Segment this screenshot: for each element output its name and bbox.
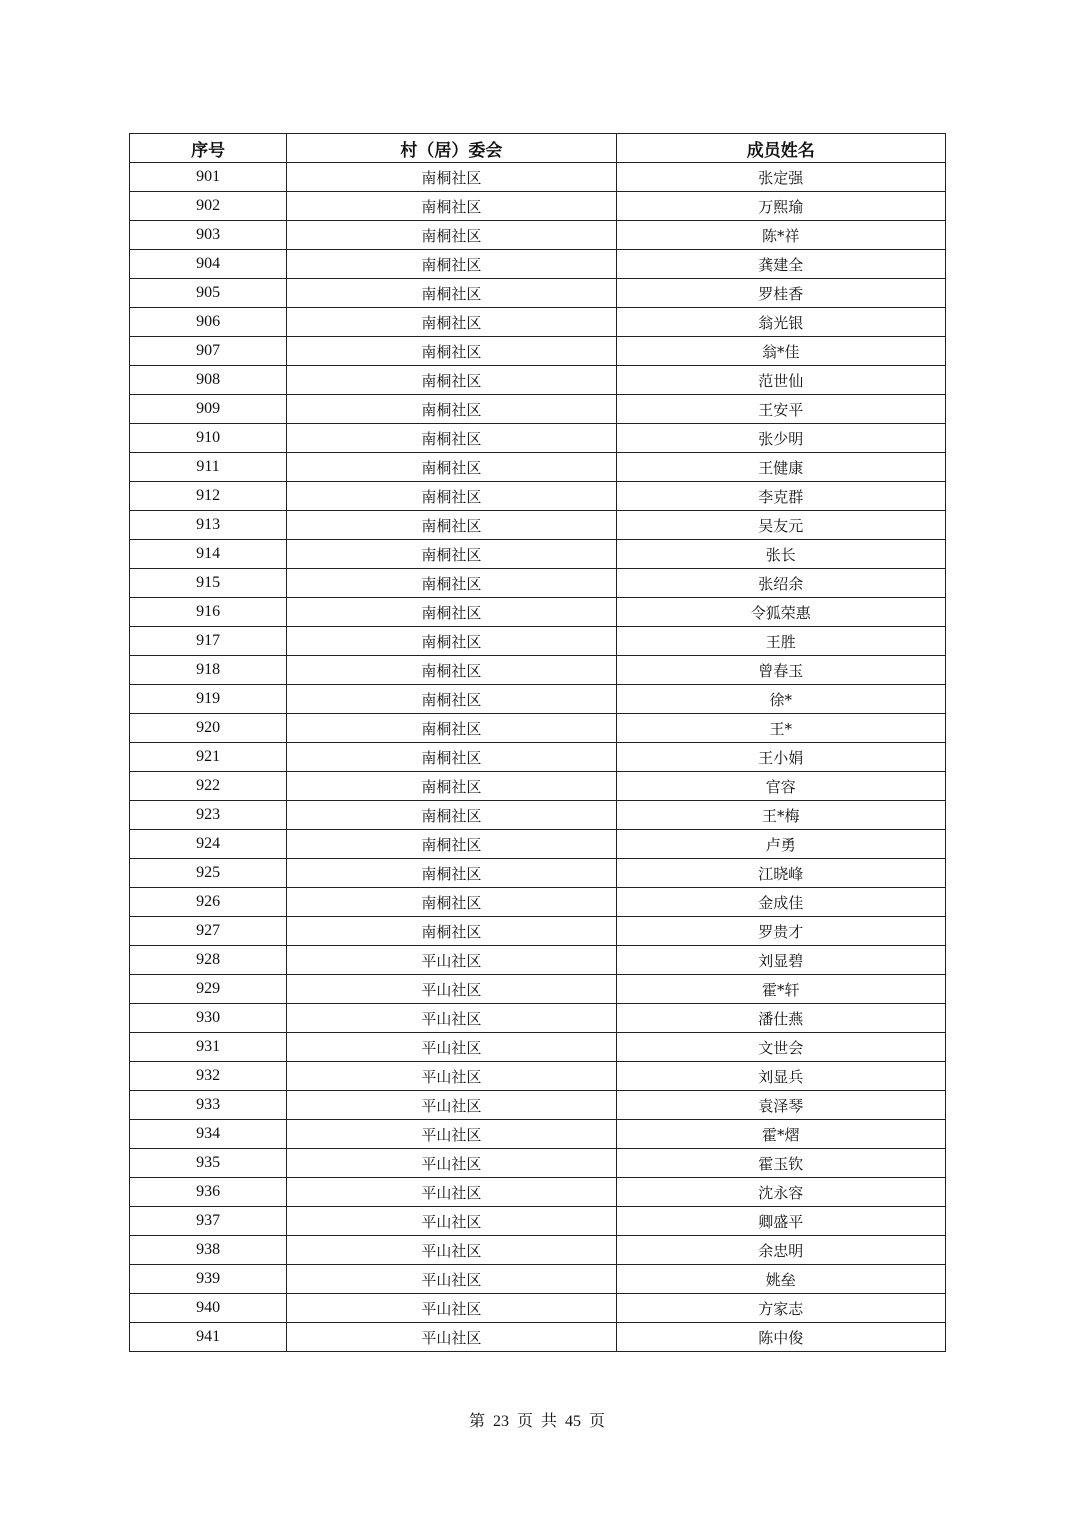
cell-committee: 南桐社区 [287, 859, 616, 888]
cell-member-name: 金成佳 [616, 888, 945, 917]
cell-committee: 平山社区 [287, 975, 616, 1004]
cell-committee: 南桐社区 [287, 656, 616, 685]
cell-member-name: 翁*佳 [616, 337, 945, 366]
cell-committee: 南桐社区 [287, 250, 616, 279]
cell-committee: 南桐社区 [287, 308, 616, 337]
table-row [130, 221, 946, 250]
cell-member-name: 王小娟 [616, 743, 945, 772]
cell-member-name: 官容 [616, 772, 945, 801]
table-row [130, 453, 946, 482]
table-row [130, 772, 946, 801]
table-row [130, 279, 946, 308]
cell-committee: 南桐社区 [287, 221, 616, 250]
cell-index: 905 [130, 279, 287, 308]
cell-member-name: 方家志 [616, 1294, 945, 1323]
cell-committee: 平山社区 [287, 1120, 616, 1149]
cell-committee: 南桐社区 [287, 366, 616, 395]
cell-member-name: 卢勇 [616, 830, 945, 859]
cell-committee: 南桐社区 [287, 453, 616, 482]
table-row [130, 192, 946, 221]
cell-member-name: 张绍余 [616, 569, 945, 598]
cell-committee: 南桐社区 [287, 279, 616, 308]
table-row [130, 424, 946, 453]
table-row [130, 337, 946, 366]
cell-member-name: 姚垒 [616, 1265, 945, 1294]
cell-index: 923 [130, 801, 287, 830]
table-body [130, 163, 946, 1352]
cell-member-name: 曾春玉 [616, 656, 945, 685]
cell-index: 908 [130, 366, 287, 395]
cell-index: 903 [130, 221, 287, 250]
table-row [130, 975, 946, 1004]
cell-committee: 南桐社区 [287, 540, 616, 569]
cell-index: 920 [130, 714, 287, 743]
cell-index: 933 [130, 1091, 287, 1120]
cell-index: 913 [130, 511, 287, 540]
cell-committee: 南桐社区 [287, 337, 616, 366]
cell-committee: 南桐社区 [287, 772, 616, 801]
cell-member-name: 翁光银 [616, 308, 945, 337]
cell-index: 925 [130, 859, 287, 888]
cell-index: 928 [130, 946, 287, 975]
table-row [130, 163, 946, 192]
cell-index: 921 [130, 743, 287, 772]
cell-member-name: 余忠明 [616, 1236, 945, 1265]
cell-index: 902 [130, 192, 287, 221]
cell-committee: 南桐社区 [287, 917, 616, 946]
cell-member-name: 万熙瑜 [616, 192, 945, 221]
cell-committee: 平山社区 [287, 1236, 616, 1265]
table-row [130, 511, 946, 540]
cell-committee: 南桐社区 [287, 888, 616, 917]
cell-index: 912 [130, 482, 287, 511]
cell-index: 934 [130, 1120, 287, 1149]
cell-index: 929 [130, 975, 287, 1004]
table-row [130, 598, 946, 627]
cell-committee: 平山社区 [287, 1207, 616, 1236]
cell-member-name: 潘仕燕 [616, 1004, 945, 1033]
cell-member-name: 沈永容 [616, 1178, 945, 1207]
cell-committee: 南桐社区 [287, 627, 616, 656]
cell-index: 906 [130, 308, 287, 337]
table-row [130, 1207, 946, 1236]
cell-index: 936 [130, 1178, 287, 1207]
cell-member-name: 王胜 [616, 627, 945, 656]
cell-member-name: 陈*祥 [616, 221, 945, 250]
table-row [130, 946, 946, 975]
table-row [130, 1323, 946, 1352]
cell-index: 939 [130, 1265, 287, 1294]
cell-index: 901 [130, 163, 287, 192]
table-row [130, 888, 946, 917]
cell-member-name: 霍*轩 [616, 975, 945, 1004]
table-row [130, 1062, 946, 1091]
table-row [130, 250, 946, 279]
cell-committee: 平山社区 [287, 1062, 616, 1091]
cell-member-name: 罗贵才 [616, 917, 945, 946]
table-row [130, 569, 946, 598]
table-row [130, 1178, 946, 1207]
cell-committee: 平山社区 [287, 1178, 616, 1207]
cell-committee: 南桐社区 [287, 598, 616, 627]
cell-index: 909 [130, 395, 287, 424]
cell-index: 931 [130, 1033, 287, 1062]
cell-member-name: 徐* [616, 685, 945, 714]
cell-member-name: 龚建全 [616, 250, 945, 279]
page-footer [0, 1408, 1074, 1431]
cell-member-name: 卿盛平 [616, 1207, 945, 1236]
cell-index: 924 [130, 830, 287, 859]
table-row [130, 482, 946, 511]
cell-member-name: 张少明 [616, 424, 945, 453]
cell-index: 910 [130, 424, 287, 453]
cell-committee: 南桐社区 [287, 801, 616, 830]
cell-committee: 南桐社区 [287, 395, 616, 424]
cell-member-name: 袁泽琴 [616, 1091, 945, 1120]
cell-index: 940 [130, 1294, 287, 1323]
table-row [130, 685, 946, 714]
cell-committee: 平山社区 [287, 1294, 616, 1323]
header-committee: 村（居）委会 [287, 134, 616, 163]
table-row [130, 1294, 946, 1323]
cell-member-name: 张定强 [616, 163, 945, 192]
table-row [130, 308, 946, 337]
table-row [130, 395, 946, 424]
cell-index: 941 [130, 1323, 287, 1352]
cell-index: 907 [130, 337, 287, 366]
table-row [130, 830, 946, 859]
cell-index: 932 [130, 1062, 287, 1091]
table-row [130, 366, 946, 395]
table-row [130, 917, 946, 946]
cell-index: 937 [130, 1207, 287, 1236]
table-row [130, 540, 946, 569]
footer-prefix: 第 [468, 1413, 485, 1430]
cell-member-name: 霍*熠 [616, 1120, 945, 1149]
table-row [130, 1004, 946, 1033]
header-index: 序号 [130, 134, 287, 163]
cell-member-name: 陈中俊 [616, 1323, 945, 1352]
cell-member-name: 文世会 [616, 1033, 945, 1062]
cell-committee: 南桐社区 [287, 482, 616, 511]
member-table [129, 133, 946, 1352]
cell-committee: 南桐社区 [287, 714, 616, 743]
table-row [130, 714, 946, 743]
table-row [130, 1236, 946, 1265]
cell-member-name: 江晓峰 [616, 859, 945, 888]
cell-committee: 平山社区 [287, 1323, 616, 1352]
table-row [130, 1091, 946, 1120]
table-row [130, 656, 946, 685]
table-row [130, 627, 946, 656]
cell-committee: 南桐社区 [287, 830, 616, 859]
cell-member-name: 李克群 [616, 482, 945, 511]
cell-committee: 南桐社区 [287, 685, 616, 714]
cell-index: 927 [130, 917, 287, 946]
cell-index: 935 [130, 1149, 287, 1178]
footer-page-unit: 页 [516, 1413, 533, 1430]
cell-committee: 南桐社区 [287, 743, 616, 772]
cell-member-name: 王*梅 [616, 801, 945, 830]
cell-index: 919 [130, 685, 287, 714]
cell-index: 916 [130, 598, 287, 627]
cell-committee: 平山社区 [287, 1149, 616, 1178]
cell-index: 926 [130, 888, 287, 917]
cell-index: 914 [130, 540, 287, 569]
cell-index: 917 [130, 627, 287, 656]
cell-committee: 南桐社区 [287, 424, 616, 453]
cell-member-name: 刘显兵 [616, 1062, 945, 1091]
cell-index: 938 [130, 1236, 287, 1265]
cell-committee: 平山社区 [287, 1091, 616, 1120]
table-row [130, 801, 946, 830]
footer-total-pages: 45 [565, 1413, 582, 1430]
table-row [130, 1033, 946, 1062]
cell-committee: 南桐社区 [287, 163, 616, 192]
table-header-row [130, 134, 946, 163]
footer-page-number: 23 [492, 1413, 509, 1430]
cell-member-name: 王健康 [616, 453, 945, 482]
cell-index: 915 [130, 569, 287, 598]
cell-member-name: 张长 [616, 540, 945, 569]
cell-member-name: 罗桂香 [616, 279, 945, 308]
cell-index: 922 [130, 772, 287, 801]
cell-index: 930 [130, 1004, 287, 1033]
cell-member-name: 范世仙 [616, 366, 945, 395]
cell-index: 904 [130, 250, 287, 279]
cell-index: 911 [130, 453, 287, 482]
table-row [130, 1265, 946, 1294]
cell-member-name: 王安平 [616, 395, 945, 424]
cell-index: 918 [130, 656, 287, 685]
cell-committee: 南桐社区 [287, 569, 616, 598]
table-row [130, 859, 946, 888]
cell-committee: 平山社区 [287, 1004, 616, 1033]
table-row [130, 743, 946, 772]
header-member-name: 成员姓名 [616, 134, 945, 163]
table-row [130, 1120, 946, 1149]
cell-committee: 平山社区 [287, 1033, 616, 1062]
cell-member-name: 王* [616, 714, 945, 743]
cell-member-name: 吴友元 [616, 511, 945, 540]
cell-committee: 南桐社区 [287, 511, 616, 540]
cell-committee: 南桐社区 [287, 192, 616, 221]
table-row [130, 1149, 946, 1178]
cell-member-name: 刘显碧 [616, 946, 945, 975]
cell-member-name: 令狐荣惠 [616, 598, 945, 627]
cell-member-name: 霍玉钦 [616, 1149, 945, 1178]
cell-committee: 平山社区 [287, 1265, 616, 1294]
footer-total-label: 共 [541, 1413, 558, 1430]
footer-total-unit: 页 [589, 1413, 606, 1430]
cell-committee: 平山社区 [287, 946, 616, 975]
